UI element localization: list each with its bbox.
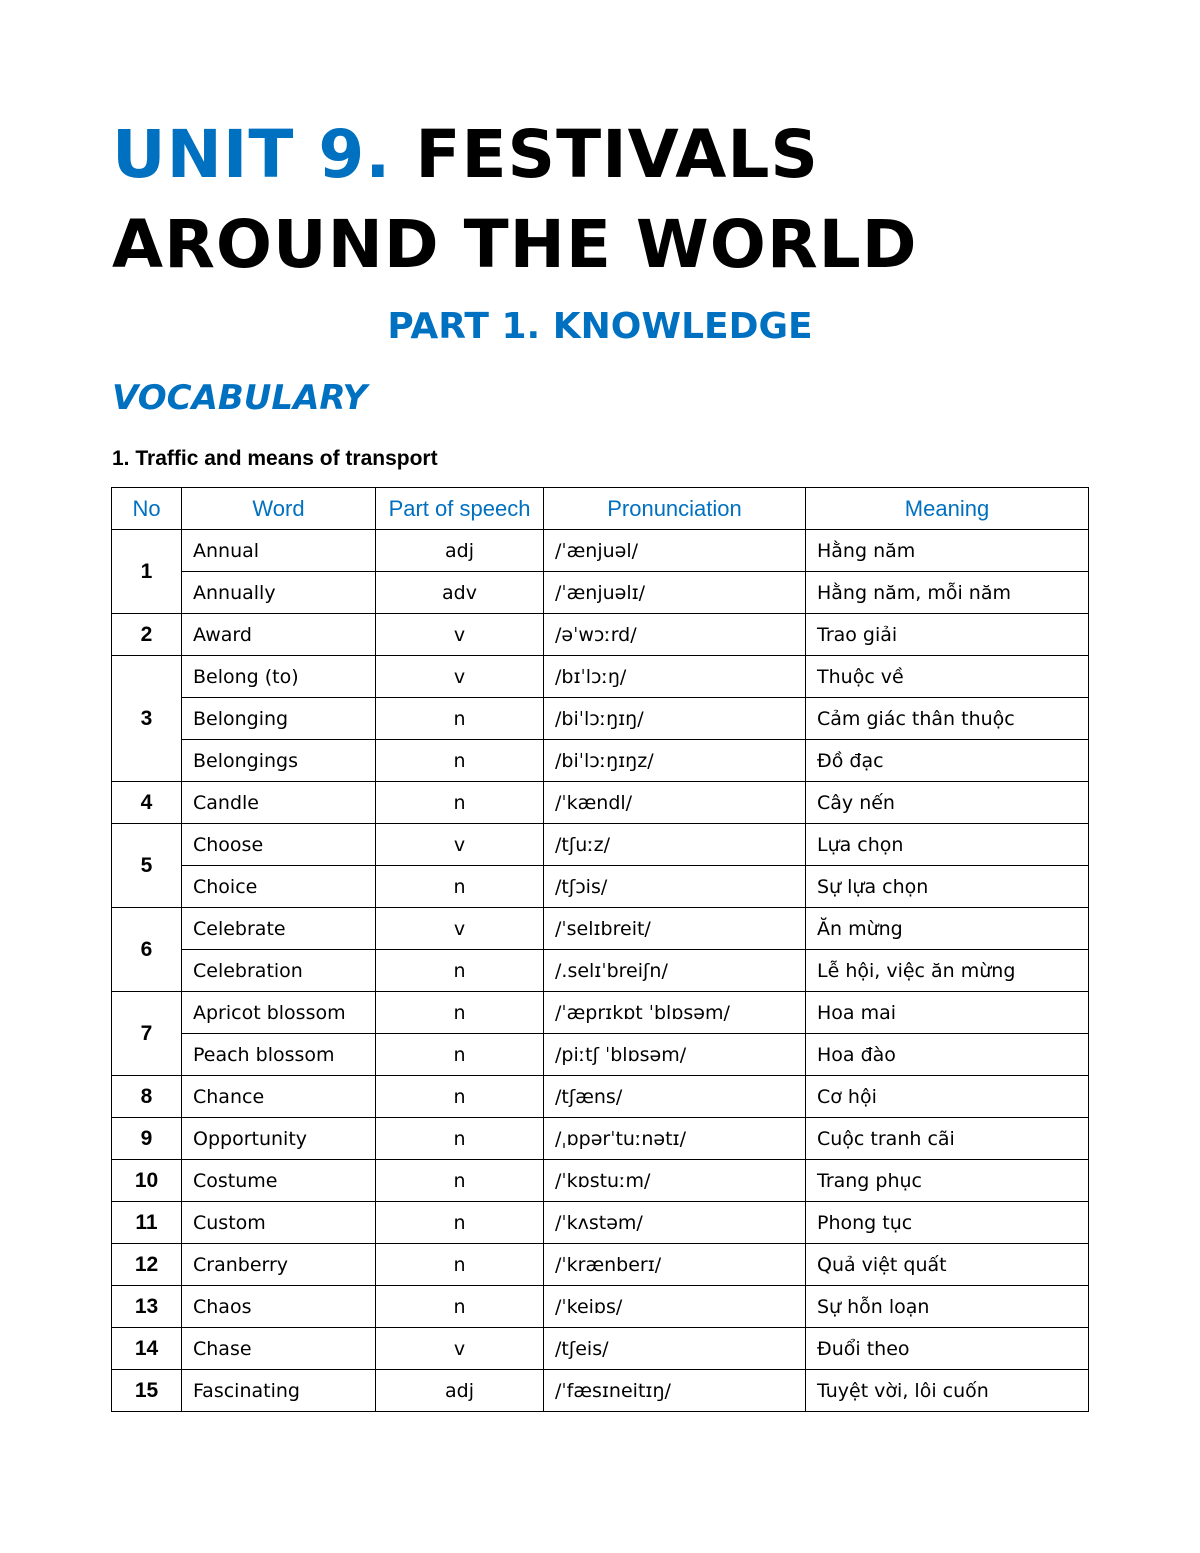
cell-part-of-speech: adj <box>376 530 544 572</box>
cell-meaning: Cây nến <box>806 782 1089 824</box>
cell-no: 7 <box>112 992 182 1076</box>
cell-meaning: Trao giải <box>806 614 1089 656</box>
cell-pronunciation: /biˈlɔːŋɪŋz/ <box>544 740 806 782</box>
cell-pronunciation: /ˈænjuəl/ <box>544 530 806 572</box>
part-heading: PART 1. KNOWLEDGE <box>387 306 813 347</box>
cell-part-of-speech: n <box>376 1202 544 1244</box>
cell-no: 6 <box>112 908 182 992</box>
cell-word: Fascinating <box>182 1370 376 1412</box>
cell-word: Annually <box>182 572 376 614</box>
cell-pronunciation: /ˈkʌstəm/ <box>544 1202 806 1244</box>
cell-pronunciation: /tʃuːz/ <box>544 824 806 866</box>
cell-meaning: Lễ hội, việc ăn mừng <box>806 950 1089 992</box>
table-row <box>112 530 1089 572</box>
cell-word: Belonging <box>182 698 376 740</box>
table-row <box>112 1076 1089 1118</box>
cell-part-of-speech: n <box>376 698 544 740</box>
cell-no: 1 <box>112 530 182 614</box>
cell-meaning: Hoa đào <box>806 1034 1089 1076</box>
table-row <box>112 1286 1089 1328</box>
cell-part-of-speech: n <box>376 992 544 1034</box>
cell-no: 15 <box>112 1370 182 1412</box>
cell-word: Choose <box>182 824 376 866</box>
cell-pronunciation: /tʃæns/ <box>544 1076 806 1118</box>
cell-pronunciation: /ˈkrænberɪ/ <box>544 1244 806 1286</box>
table-row <box>112 1202 1089 1244</box>
cell-no: 5 <box>112 824 182 908</box>
cell-meaning: Sự lựa chọn <box>806 866 1089 908</box>
table-row <box>112 1034 1089 1076</box>
cell-word: Chaos <box>182 1286 376 1328</box>
cell-meaning: Tuyệt vời, lôi cuốn <box>806 1370 1089 1412</box>
table-row <box>112 614 1089 656</box>
header-no: No <box>112 488 182 530</box>
page-title <box>112 110 1112 290</box>
cell-meaning: Hằng năm <box>806 530 1089 572</box>
cell-part-of-speech: v <box>376 1328 544 1370</box>
cell-meaning: Cuộc tranh cãi <box>806 1118 1089 1160</box>
cell-pronunciation: /tʃɔis/ <box>544 866 806 908</box>
table-row <box>112 908 1089 950</box>
cell-pronunciation: /ˈæprɪkɒt ˈblɒsəm/ <box>544 992 806 1034</box>
cell-no: 2 <box>112 614 182 656</box>
cell-meaning: Phong tục <box>806 1202 1089 1244</box>
title-unit: UNIT 9. <box>112 116 392 193</box>
cell-word: Apricot blossom <box>182 992 376 1034</box>
cell-pronunciation: /ˈkændl/ <box>544 782 806 824</box>
header-meaning: Meaning <box>806 488 1089 530</box>
cell-meaning: Thuộc về <box>806 656 1089 698</box>
cell-meaning: Cơ hội <box>806 1076 1089 1118</box>
section-heading: 1. Traffic and means of transport <box>112 447 438 470</box>
table-row <box>112 740 1089 782</box>
cell-word: Celebrate <box>182 908 376 950</box>
table-header-row <box>112 488 1089 530</box>
cell-meaning: Trang phục <box>806 1160 1089 1202</box>
table-row <box>112 698 1089 740</box>
vocabulary-heading: VOCABULARY <box>112 378 368 418</box>
table-row <box>112 992 1089 1034</box>
cell-word: Custom <box>182 1202 376 1244</box>
cell-word: Celebration <box>182 950 376 992</box>
cell-meaning: Hằng năm, mỗi năm <box>806 572 1089 614</box>
cell-part-of-speech: v <box>376 824 544 866</box>
cell-pronunciation: /ˈkɒstuːm/ <box>544 1160 806 1202</box>
cell-no: 4 <box>112 782 182 824</box>
cell-word: Cranberry <box>182 1244 376 1286</box>
header-word: Word <box>182 488 376 530</box>
cell-pronunciation: /biˈlɔːŋɪŋ/ <box>544 698 806 740</box>
cell-no: 12 <box>112 1244 182 1286</box>
cell-no: 8 <box>112 1076 182 1118</box>
cell-word: Choice <box>182 866 376 908</box>
cell-word: Chance <box>182 1076 376 1118</box>
cell-word: Award <box>182 614 376 656</box>
table-row <box>112 1328 1089 1370</box>
cell-word: Opportunity <box>182 1118 376 1160</box>
cell-meaning: Hoa mai <box>806 992 1089 1034</box>
cell-no: 3 <box>112 656 182 782</box>
cell-part-of-speech: n <box>376 1160 544 1202</box>
cell-pronunciation: /ˈselɪbreit/ <box>544 908 806 950</box>
title-line1-rest: FESTIVALS <box>415 116 819 193</box>
cell-part-of-speech: n <box>376 866 544 908</box>
cell-pronunciation: /.selɪˈbreiʃn/ <box>544 950 806 992</box>
cell-pronunciation: /piːtʃ ˈblɒsəm/ <box>544 1034 806 1076</box>
cell-pronunciation: /tʃeis/ <box>544 1328 806 1370</box>
table-row <box>112 1370 1089 1412</box>
cell-part-of-speech: adv <box>376 572 544 614</box>
cell-part-of-speech: n <box>376 950 544 992</box>
cell-meaning: Quả việt quất <box>806 1244 1089 1286</box>
title-line2: AROUND THE WORLD <box>112 206 918 283</box>
cell-part-of-speech: adj <box>376 1370 544 1412</box>
table-row <box>112 950 1089 992</box>
table-row <box>112 1118 1089 1160</box>
cell-meaning: Đuổi theo <box>806 1328 1089 1370</box>
table-row <box>112 572 1089 614</box>
cell-part-of-speech: n <box>376 1034 544 1076</box>
table-row <box>112 1160 1089 1202</box>
cell-word: Belong (to) <box>182 656 376 698</box>
cell-meaning: Ăn mừng <box>806 908 1089 950</box>
table-row <box>112 866 1089 908</box>
cell-pronunciation: /ˌɒpərˈtuːnətɪ/ <box>544 1118 806 1160</box>
cell-pronunciation: /ˈfæsɪneitɪŋ/ <box>544 1370 806 1412</box>
cell-no: 14 <box>112 1328 182 1370</box>
cell-no: 10 <box>112 1160 182 1202</box>
cell-word: Costume <box>182 1160 376 1202</box>
cell-part-of-speech: v <box>376 656 544 698</box>
cell-part-of-speech: n <box>376 1244 544 1286</box>
cell-pronunciation: /bɪˈlɔːŋ/ <box>544 656 806 698</box>
table-row <box>112 1244 1089 1286</box>
cell-part-of-speech: n <box>376 782 544 824</box>
vocabulary-table <box>111 487 1089 1412</box>
cell-word: Belongings <box>182 740 376 782</box>
cell-no: 13 <box>112 1286 182 1328</box>
cell-word: Candle <box>182 782 376 824</box>
header-pronunciation: Pronunciation <box>544 488 806 530</box>
cell-pronunciation: /ˈænjuəlɪ/ <box>544 572 806 614</box>
table-body <box>112 530 1089 1412</box>
table-row <box>112 782 1089 824</box>
cell-pronunciation: /əˈwɔːrd/ <box>544 614 806 656</box>
cell-part-of-speech: v <box>376 908 544 950</box>
cell-meaning: Cảm giác thân thuộc <box>806 698 1089 740</box>
cell-meaning: Sự hỗn loạn <box>806 1286 1089 1328</box>
table-row <box>112 824 1089 866</box>
cell-meaning: Đồ đạc <box>806 740 1089 782</box>
header-part-of-speech: Part of speech <box>376 488 544 530</box>
cell-word: Annual <box>182 530 376 572</box>
cell-part-of-speech: n <box>376 740 544 782</box>
cell-word: Chase <box>182 1328 376 1370</box>
table-row <box>112 656 1089 698</box>
cell-meaning: Lựa chọn <box>806 824 1089 866</box>
cell-part-of-speech: n <box>376 1118 544 1160</box>
cell-pronunciation: /ˈkeiɒs/ <box>544 1286 806 1328</box>
cell-no: 11 <box>112 1202 182 1244</box>
cell-no: 9 <box>112 1118 182 1160</box>
cell-part-of-speech: n <box>376 1076 544 1118</box>
cell-part-of-speech: n <box>376 1286 544 1328</box>
cell-word: Peach blossom <box>182 1034 376 1076</box>
cell-part-of-speech: v <box>376 614 544 656</box>
